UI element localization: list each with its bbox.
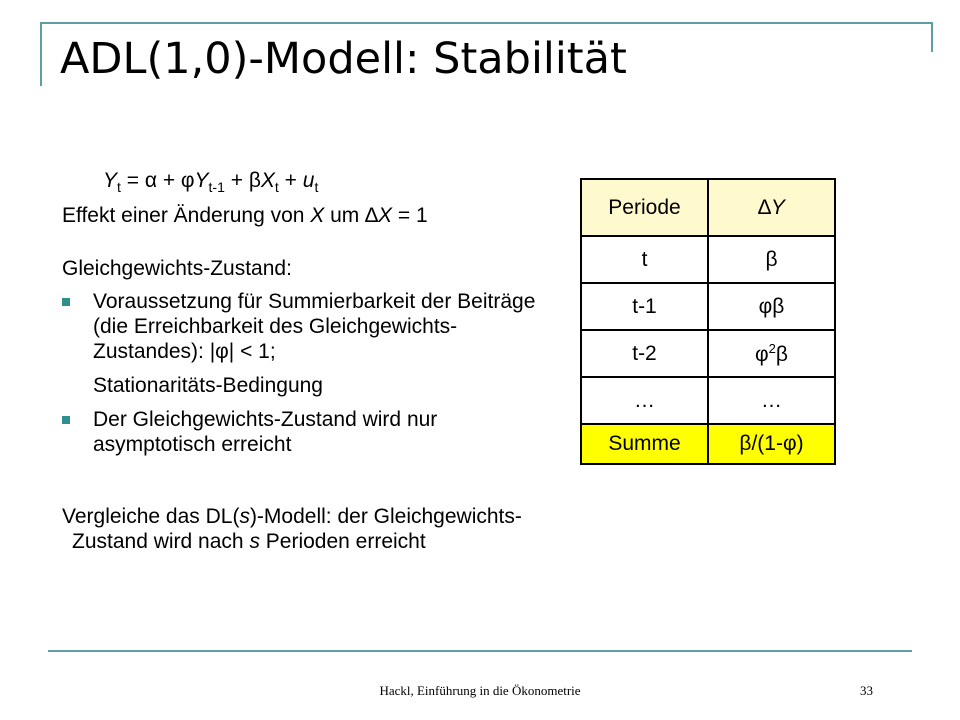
list-item: Der Gleichgewichts-Zustand wird nur asymptotisch erreicht	[62, 407, 562, 457]
value-cell: φβ	[708, 283, 835, 330]
value-cell: …	[708, 377, 835, 424]
table-row	[581, 283, 835, 330]
frame-top-line	[40, 22, 933, 24]
stationarity-note: Stationaritäts-Bedingung	[93, 374, 323, 398]
table-header-row	[581, 179, 835, 236]
slide-title: ADL(1,0)-Modell: Stabilität	[60, 34, 627, 84]
period-cell: t	[581, 236, 708, 283]
header-period: Periode	[581, 179, 708, 236]
bullet-list	[62, 289, 562, 457]
table-sum-row	[581, 424, 835, 464]
effect-table	[580, 178, 836, 465]
value-cell: $\varphi^2\beta$	[708, 330, 835, 377]
table-row	[581, 236, 835, 283]
frame-left-line	[40, 22, 42, 86]
effect-line: Effekt einer Änderung von X um ∆X = 1	[62, 204, 428, 228]
page-number: 33	[860, 683, 873, 698]
sum-value: β/(1-φ)	[708, 424, 835, 464]
header-delta-y: ∆Y	[708, 179, 835, 236]
footer-text: Hackl, Einführung in die Ökonometrie	[379, 683, 581, 698]
table-row	[581, 377, 835, 424]
value-cell: β	[708, 236, 835, 283]
equilibrium-heading: Gleichgewichts-Zustand:	[62, 257, 292, 281]
list-item: Voraussetzung für Summierbarkeit der Beiträge (die Erreichbarkeit des Gleichgewichts-Zustandes): |φ| < 1;	[62, 289, 562, 364]
frame-right-line	[931, 22, 933, 52]
model-equation: $Y_t = \alpha + \varphi Y_{t-1} + \beta X_t + u_t$	[103, 169, 319, 196]
square-bullet-icon	[62, 416, 70, 424]
period-cell: t-1	[581, 283, 708, 330]
sum-label: Summe	[581, 424, 708, 464]
slide-body	[62, 168, 562, 554]
table-row	[581, 330, 835, 377]
comparison-note: Vergleiche das DL(s)-Modell: der Gleichgewichts-Zustand wird nach s Perioden erreicht	[62, 505, 522, 554]
period-cell: …	[581, 377, 708, 424]
footer-line	[48, 650, 912, 652]
period-cell: t-2	[581, 330, 708, 377]
square-bullet-icon	[62, 298, 70, 306]
